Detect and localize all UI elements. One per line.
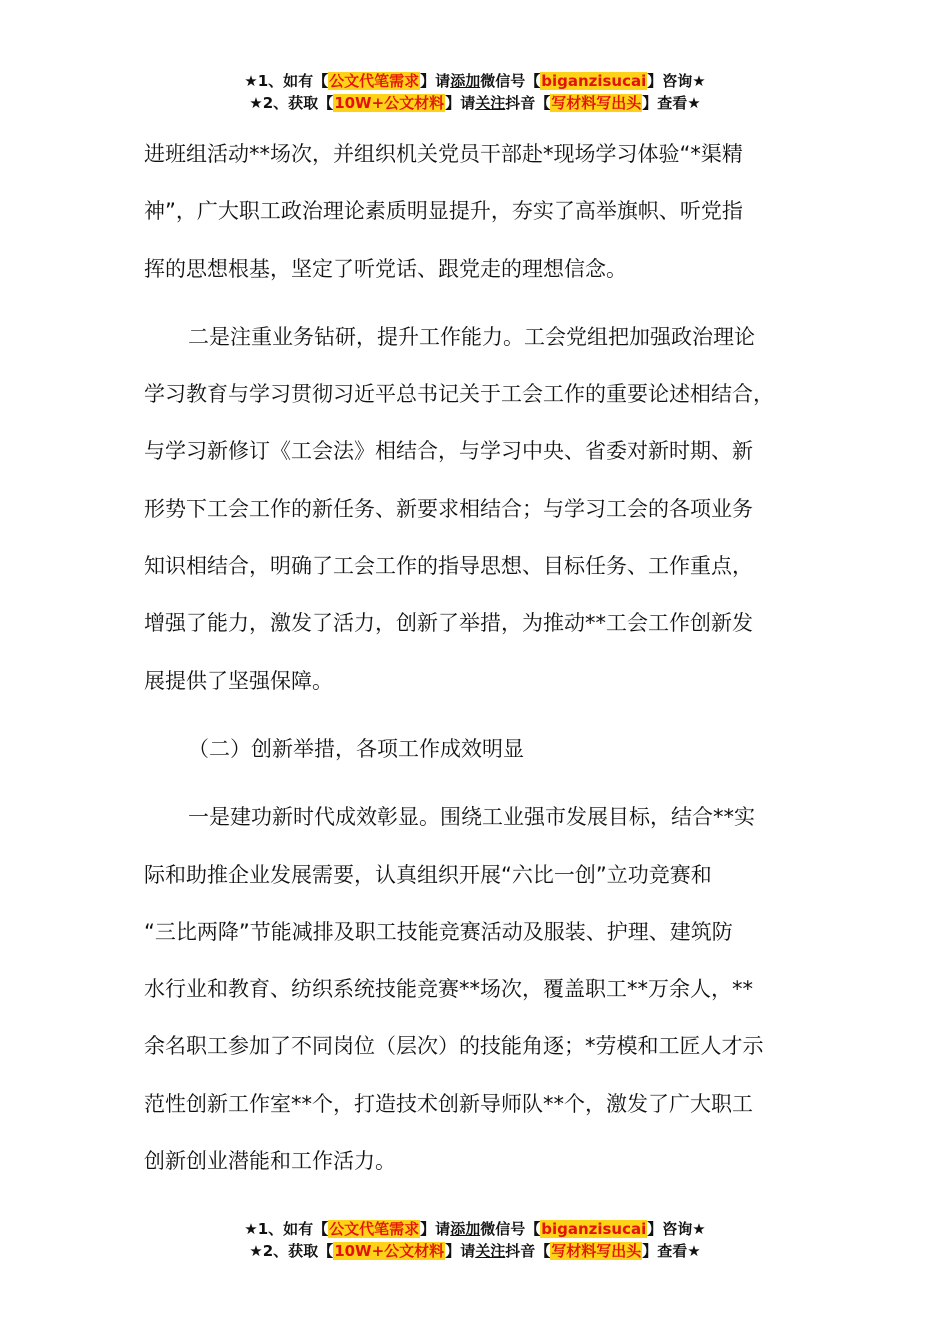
- highlight-materials: 10W+公文材料: [334, 94, 445, 112]
- highlight-douyin-account: 写材料写出头: [551, 94, 642, 112]
- highlight-douyin-account: 写材料写出头: [551, 1242, 642, 1260]
- document-body: [144, 126, 844, 1190]
- banner-line-2: ★2、获取【10W+公文材料】请关注抖音【写材料写出头】查看★: [249, 94, 701, 112]
- highlight-wechat-id: biganzisucai: [541, 1220, 647, 1238]
- banner-line-1: ★1、如有【公文代笔需求】请添加微信号【biganzisucai】咨询★: [244, 72, 706, 90]
- footer-banner: [0, 1218, 950, 1262]
- paragraph-business-study: 二是注重业务钻研，提升工作能力。工会党组把加强政治理论 学习教育与学习贯彻习近平总书记关于工会工作的重要论述相结合， 与学习新修订《工会法》相结合，与学习中央、省委对新时期、新 形势下工会工作的新任务、新要求相结合；与学习工会的各项业务 知识相结合，明确了工会工作的指导思想、目标任务、工作重点， 增强了能力，激发了活力，创新了举措，为推动**工会工作创新发 展提供了坚强保障。: [144, 324, 774, 693]
- paragraph-achievements: 一是建功新时代成效彰显。围绕工业强市发展目标，结合**实 际和助推企业发展需要，认真组织开展“六比一创”立功竞赛和 “三比两降”节能减排及职工技能竞赛活动及服装、护理、建筑防 水行业和教育、纺织系统技能竞赛**场次，覆盖职工**万余人，** 余名职工参加了不同岗位（层次）的技能角逐；*劳模和工匠人才示 范性创新工作室**个，打造技术创新导师队**个，激发了广大职工 创新创业潜能和工作活力。: [144, 805, 764, 1174]
- header-banner: [0, 70, 950, 114]
- highlight-wechat-id: biganzisucai: [541, 72, 647, 90]
- banner-line-1: ★1、如有【公文代笔需求】请添加微信号【biganzisucai】咨询★: [244, 1220, 706, 1238]
- highlight-service: 公文代笔需求: [329, 72, 420, 90]
- paragraph-continued: 进班组活动**场次，并组织机关党员干部赴*现场学习体验“*渠精 神”，广大职工政治理论素质明显提升，夯实了高举旗帜、听党指 挥的思想根基，坚定了听党话、跟党走的理想信念。: [144, 142, 743, 281]
- highlight-service: 公文代笔需求: [329, 1220, 420, 1238]
- section-heading: （二）创新举措，各项工作成效明显: [188, 736, 524, 761]
- banner-line-2: ★2、获取【10W+公文材料】请关注抖音【写材料写出头】查看★: [249, 1242, 701, 1260]
- highlight-materials: 10W+公文材料: [334, 1242, 445, 1260]
